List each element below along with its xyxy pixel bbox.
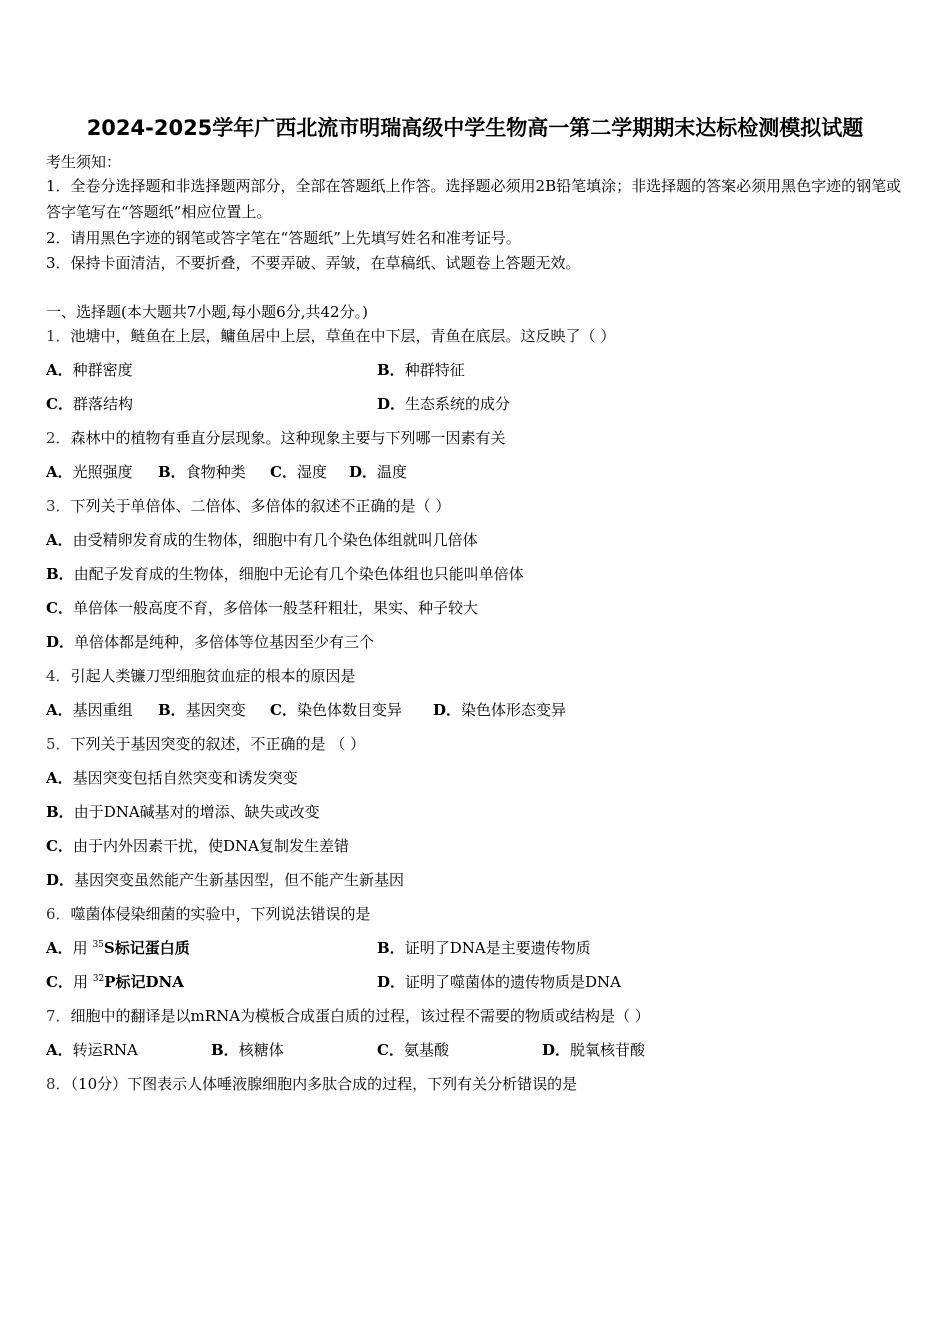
option-c: C．湿度 [270,463,327,481]
section-heading: 一、选择题(本大题共7小题,每小题6分,共42分。) [46,303,368,321]
option-c: C．单倍体一般高度不育，多倍体一般茎秆粗壮，果实、种子较大 [46,599,478,617]
question-stem: 引起人类镰刀型细胞贫血症的根本的原因是 [70,667,356,685]
option-a: A．由受精卵发育成的生物体，细胞中有几个染色体组就叫几倍体 [46,531,478,549]
option-c: C．由于内外因素干扰，使DNA复制发生差错 [46,837,349,855]
question-stem: 下列关于单倍体、二倍体、多倍体的叙述不正确的是（ ） [70,497,451,515]
option-b: B．基因突变 [158,701,246,719]
exam-title: 2024-2025学年广西北流市明瑞高级中学生物高一第二学期期末达标检测模拟试题 [86,116,864,140]
option-d: D．温度 [349,463,408,481]
option-d: D．基因突变虽然能产生新基因型，但不能产生新基因 [46,871,405,889]
option-a: A．转运RNA [46,1041,138,1059]
question-number: 4． [46,667,71,685]
notice-heading: 考生须知： [46,153,122,171]
option-a: A．基因突变包括自然突变和诱发突变 [46,769,298,787]
question-number: 3． [46,497,71,515]
question-number: 7． [46,1007,71,1025]
question-stem: 池塘中，鲢鱼在上层，鳙鱼居中上层，草鱼在中下层，青鱼在底层。这反映了（ ） [70,327,616,345]
option-d: D．脱氧核苷酸 [542,1041,646,1059]
question-number: 1． [46,327,71,345]
question-number: 2． [46,429,71,447]
question-3 [46,496,450,516]
question-7 [46,1006,650,1026]
question-number: 6． [46,905,71,923]
option-c: C．用 $^{32}$P标记DNA [46,973,184,991]
option-a: A．用 $^{35}$S标记蛋白质 [46,939,190,957]
option-d: D．染色体形态变异 [433,701,567,719]
question-stem: （10分）下图表示人体唾液腺细胞内多肽合成的过程，下列有关分析错误的是 [70,1075,578,1093]
question-5 [46,734,365,754]
question-4 [46,666,356,686]
option-d: D．生态系统的成分 [377,395,511,413]
question-stem: 下列关于基因突变的叙述，不正确的是 （ ） [70,735,366,753]
notice-item-2: 2．请用黑色字迹的钢笔或答字笔在“答题纸”上先填写姓名和准考证号。 [46,229,521,247]
notice-item-1: 1．全卷分选择题和非选择题两部分，全部在答题纸上作答。选择题必须用2B铅笔填涂；非选择题的答案必须用黑色字迹的钢笔或答字笔写在“答题纸”相应位置上。 [46,177,902,221]
question-8 [46,1074,577,1094]
option-b: B．证明了DNA是主要遗传物质 [377,939,591,957]
question-number: 5． [46,735,71,753]
notice-item-3: 3．保持卡面清洁，不要折叠，不要弄破、弄皱，在草稿纸、试题卷上答题无效。 [46,254,581,272]
option-c: C．群落结构 [46,395,133,413]
question-stem: 噬菌体侵染细菌的实验中，下列说法错误的是 [70,905,371,923]
option-b: B．由于DNA碱基对的增添、缺失或改变 [46,803,320,821]
option-d: D．单倍体都是纯种，多倍体等位基因至少有三个 [46,633,375,651]
question-2 [46,428,506,448]
option-d: D．证明了噬菌体的遗传物质是DNA [377,973,622,991]
option-c: C．染色体数目变异 [270,701,402,719]
question-stem: 森林中的植物有垂直分层现象。这种现象主要与下列哪一因素有关 [70,429,506,447]
question-1 [46,326,615,346]
option-a: A．基因重组 [46,701,133,719]
option-a: A．光照强度 [46,463,133,481]
question-number: 8． [46,1075,71,1093]
option-b: B．核糖体 [211,1041,284,1059]
option-b: B．由配子发育成的生物体，细胞中无论有几个染色体组也只能叫单倍体 [46,565,524,583]
option-b: B．食物种类 [158,463,246,481]
option-c: C．氨基酸 [377,1041,449,1059]
question-stem: 细胞中的翻译是以mRNA为模板合成蛋白质的过程，该过程不需要的物质或结构是（ ） [70,1007,650,1025]
option-b: B．种群特征 [377,361,465,379]
option-a: A．种群密度 [46,361,133,379]
question-6 [46,904,371,924]
